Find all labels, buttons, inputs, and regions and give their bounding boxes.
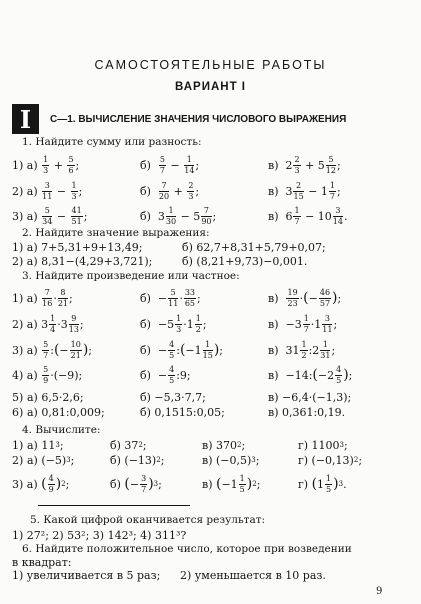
fraction: 1 3 — [43, 154, 49, 175]
task3-heading: 3. Найдите произведение или частное: — [22, 270, 240, 282]
task6-line3-b: 2) уменьшается в 10 раз. — [180, 569, 326, 582]
task2-row2-a: 2) а) 8,31−(4,29+3,721); — [12, 255, 153, 268]
fraction: 7 20 — [158, 180, 170, 201]
fraction: 2 15 — [293, 180, 304, 201]
fraction: 1 7 — [329, 180, 335, 201]
page-title: САМОСТОЯТЕЛЬНЫЕ РАБОТЫ — [94, 58, 327, 72]
fraction: 41 51 — [71, 205, 82, 226]
fraction: 1 30 — [165, 205, 177, 226]
fraction: 1 7 — [294, 205, 300, 226]
fraction: 1 3 — [71, 180, 77, 201]
item-a: 2) а) 3 11 − 1 3 ; — [12, 180, 83, 201]
task2-row1-a: 1) а) 7+5,31+9+13,49; — [12, 241, 143, 254]
fraction: 7 90 — [201, 205, 212, 226]
item-a: 1) а) 1 3 + 5 6 ; — [12, 154, 80, 175]
section-title: С—1. ВЫЧИСЛЕНИЕ ЗНАЧЕНИЯ ЧИСЛОВОГО ВЫРАЖЕНИЯ — [50, 114, 347, 125]
item-c: в) 3 2 15 − 1 1 7 ; — [268, 180, 341, 201]
task5-line: 1) 27²; 2) 53²; 3) 142³; 4) 311³? — [12, 529, 187, 542]
fraction: 5 7 — [159, 154, 166, 175]
task4-heading: 4. Вычислите: — [22, 424, 101, 436]
fraction: 2 3 — [188, 180, 194, 201]
page-number: 9 — [376, 586, 383, 597]
task6-heading: 6. Найдите положительное число, которое при возведении — [22, 543, 352, 555]
task2-heading: 2. Найдите значение выражения: — [22, 227, 210, 239]
item-b: б) 5 7 − 1 14 ; — [140, 154, 200, 175]
divider-line — [38, 505, 190, 506]
task6-line3-a: 1) увеличивается в 5 раз; — [12, 569, 161, 582]
task1-heading: 1. Найдите сумму или разность: — [22, 136, 202, 148]
item-b: б) 3 1 30 − 5 7 90 ; — [140, 205, 217, 226]
task5-heading: 5. Какой цифрой оканчивается результат: — [30, 514, 266, 526]
task2-row1-b: б) 62,7+8,31+5,79+0,07; — [182, 241, 326, 254]
fraction: 5 12 — [325, 154, 336, 175]
task2-row2-b: б) (8,21+9,73)−0,001. — [182, 255, 308, 268]
fraction: 3 14 — [332, 205, 343, 226]
item-c: в) 6 1 7 − 10 3 14 . — [268, 205, 348, 226]
section-badge — [12, 104, 39, 134]
task6-line2: в квадрат: — [12, 556, 72, 569]
fraction: 1 14 — [184, 154, 195, 175]
item-a: 3) а) 5 34 − 41 51 ; — [12, 205, 88, 226]
fraction: 3 11 — [42, 180, 53, 201]
item-b: б) 7 20 + 2 3 ; — [140, 180, 200, 201]
fraction: 2 3 — [294, 154, 300, 175]
item-c: в) 2 2 3 + 5 5 12 ; — [268, 154, 341, 175]
variant-title: ВАРИАНТ I — [175, 81, 246, 93]
section-badge-label: I — [19, 104, 32, 134]
fraction: 5 34 — [42, 205, 53, 226]
fraction: 5 6 — [68, 154, 74, 175]
